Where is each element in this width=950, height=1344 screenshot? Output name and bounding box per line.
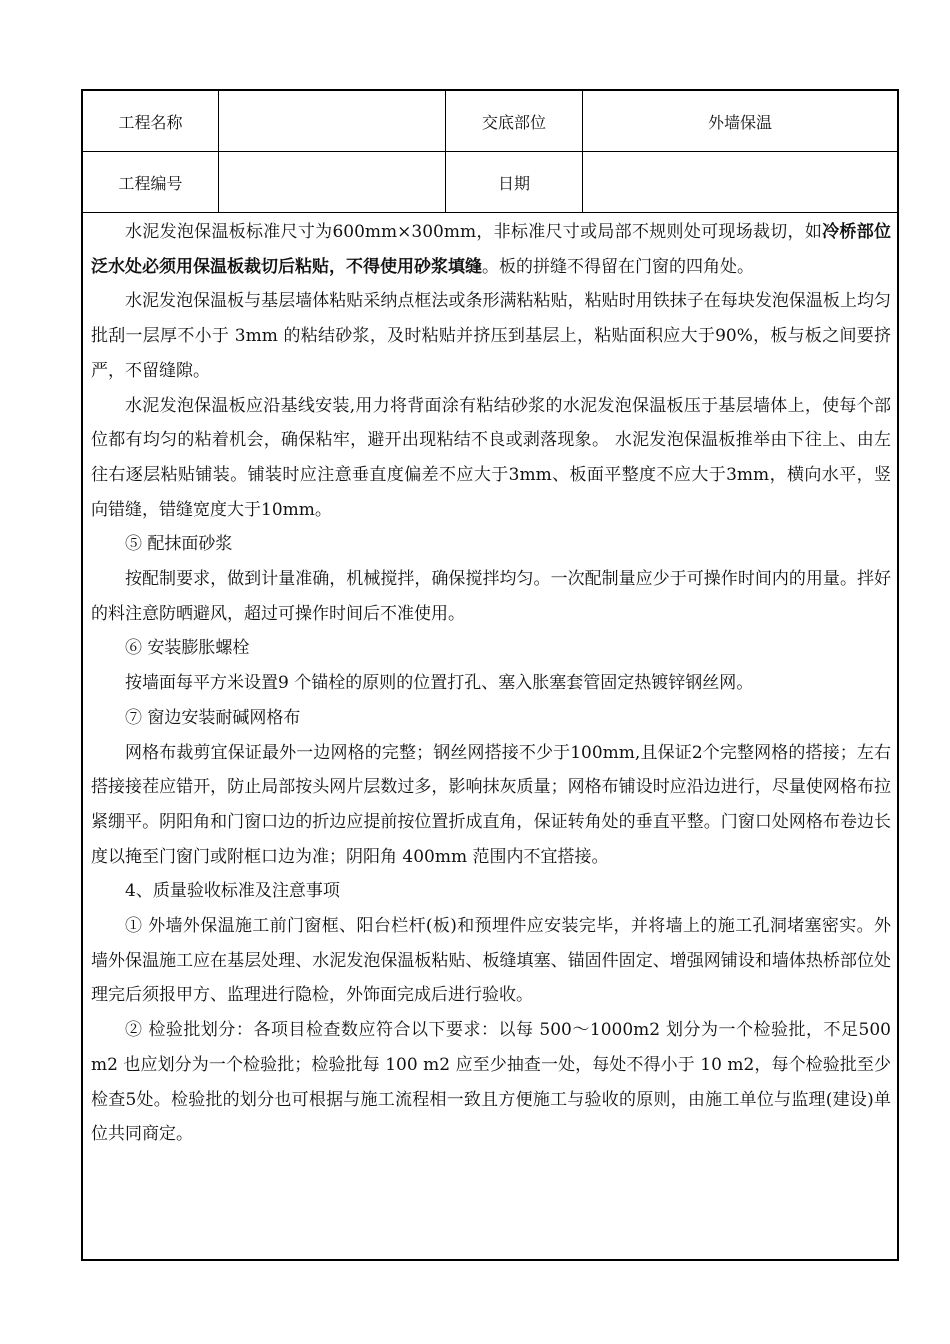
paragraph-quality-2: ② 检验批划分：各项目检查数应符合以下要求：以每 500～1000m2 划分为一个检验批，不足500 m2 也应划分为一个检验批；检验批每 100 m2 应至少抽查一处，每处不得小于 10 m2，每个检验批至少检查5处。检验批的划分也可根据与施工流程相一致且方便施工与验收的原则，由施工单位与监理(建设)单位共同商定。: [91, 1020, 891, 1145]
paragraph-mesh: 网格布裁剪宜保证最外一边网格的完整；钢丝网搭接不少于100mm,且保证2个完整网格的搭接；左右搭接接茬应错开，防止局部按头网片层数过多，影响抹灰质量；网格布铺设时应沿边进行，尽量使网格布拉紧绷平。阴阳角和门窗口边的折边应提前按位置折成直角，保证转角处的垂直平整。门窗口处网格布卷边长度以掩至门窗门或附框口边为准；阴阳角 400mm 范围内不宜搭接。: [91, 742, 891, 867]
paragraph-mortar: 按配制要求，做到计量准确，机械搅拌，确保搅拌均匀。一次配制量应少于可操作时间内的用量。拌好的料注意防晒避风，超过可操作时间后不准使用。: [91, 569, 891, 624]
date-label: 日期: [446, 152, 583, 212]
paragraph-bonding: 水泥发泡保温板与基层墙体粘贴采纳点框法或条形满粘粘贴，粘贴时用铁抹子在每块发泡保温板上均匀批刮一层厚不小于 3mm 的粘结砂浆，及时粘贴并挤压到基层上，粘贴面积应大于90%，板与板之间要挤严，不留缝隙。: [91, 291, 891, 381]
paragraph-installation: 水泥发泡保温板应沿基线安装,用力将背面涂有粘结砂浆的水泥发泡保温板压于基层墙体上，使每个部位都有均匀的粘着机会，确保粘牢，避开出现粘结不良或剥落现象。 水泥发泡保温板推举由下往上、由左往右逐层粘贴铺装。铺装时应注意垂直度偏差不应大于3mm、板面平整度不应大于3mm，横向水平，竖向错缝，错缝宽度大于10mm。: [91, 395, 891, 520]
project-name-label: 工程名称: [83, 91, 219, 151]
paragraph-board-size-emphasis: 冷桥部位泛水处必须用保温板裁切后粘贴，不得使用砂浆填缝: [91, 222, 892, 277]
project-number-value: [219, 152, 446, 212]
paragraph-board-size-text-b: 。板的拼缝不得留在门窗的四角处。: [482, 256, 754, 277]
project-number-label: 工程编号: [83, 152, 219, 212]
heading-anchor-bolts: ⑥ 安装膨胀螺栓: [125, 638, 250, 659]
paragraph-quality-1: ① 外墙外保温施工前门窗框、阳台栏杆(板)和预埋件应安装完毕，并将墙上的施工孔洞堵塞密实。外墙外保温施工应在基层处理、水泥发泡保温板粘贴、板缝填塞、锚固件固定、增强网铺设和墙体热桥部位处理完后须报甲方、监理进行隐检，外饰面完成后进行验收。: [91, 916, 891, 1006]
date-value: [583, 152, 897, 212]
heading-mortar: ⑤ 配抹面砂浆: [125, 534, 233, 555]
paragraph-board-size: [91, 215, 891, 284]
project-name-value: [219, 91, 446, 151]
heading-quality: 4、质量验收标准及注意事项: [125, 881, 340, 902]
heading-mesh: ⑦ 窗边安装耐碱网格布: [125, 707, 301, 728]
disclosure-part-label: 交底部位: [446, 91, 583, 151]
body-content: [91, 215, 891, 1152]
disclosure-part-value: 外墙保温: [707, 112, 772, 132]
disclosure-sheet: [81, 89, 899, 1261]
header-row-1: [83, 91, 897, 152]
paragraph-anchor-bolts: 按墙面每平方米设置9 个锚栓的原则的位置打孔、塞入胀塞套管固定热镀锌钢丝网。: [125, 673, 754, 694]
header-row-2: [83, 152, 897, 213]
paragraph-board-size-text-a: 水泥发泡保温板标准尺寸为600mm×300mm，非标准尺寸或局部不规则处可现场裁切，如: [125, 222, 823, 242]
